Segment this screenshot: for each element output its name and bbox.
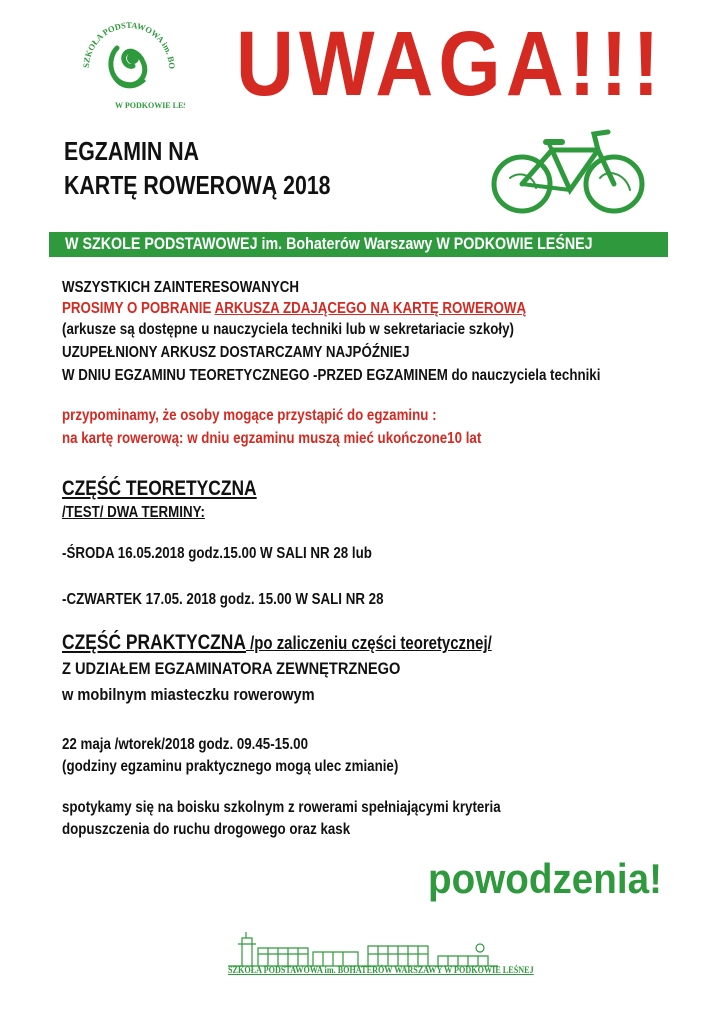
theory-heading: CZĘŚĆ TEORETYCZNA bbox=[62, 477, 257, 500]
school-building-icon bbox=[228, 930, 498, 970]
title-line-2: KARTĘ ROWEROWĄ 2018 bbox=[64, 170, 331, 200]
meeting-line-1: spotykamy się na boisku szkolnym z rowerami spełniającymi kryteria bbox=[62, 799, 501, 816]
bicycle-icon bbox=[490, 120, 648, 218]
practice-line-1: Z UDZIAŁEM EGZAMINATORA ZEWNĘTRZNEGO bbox=[62, 659, 401, 678]
reminder-line-1: przypominamy, że osoby mogące przystąpić do egzaminu : bbox=[62, 407, 437, 424]
practice-date: 22 maja /wtorek/2018 godz. 09.45-15.00 bbox=[62, 736, 309, 753]
intro-line-2-link: ARKUSZA ZDAJĄCEGO NA KARTĘ ROWEROWĄ bbox=[214, 300, 527, 317]
intro-line-2 bbox=[62, 301, 526, 317]
intro-line-1: WSZYSTKICH ZAINTERESOWANYCH bbox=[62, 279, 299, 296]
meeting-line-2: dopuszczenia do ruchu drogowego oraz kask bbox=[62, 821, 351, 838]
practice-heading-note: /po zaliczeniu części teoretycznej/ bbox=[245, 633, 492, 653]
school-banner bbox=[49, 232, 668, 257]
practice-heading-title: CZĘŚĆ PRAKTYCZNA bbox=[62, 631, 246, 654]
practice-date-note: (godziny egzaminu praktycznego mogą ulec zmianie) bbox=[62, 758, 399, 775]
title-line-1: EGZAMIN NA bbox=[64, 136, 200, 166]
theory-date-1: -ŚRODA 16.05.2018 godz.15.00 W SALI NR 28 lub bbox=[62, 545, 372, 562]
intro-line-4: UZUPEŁNIONY ARKUSZ DOSTARCZAMY NAJPÓŹNIEJ bbox=[62, 344, 410, 361]
banner-text: W SZKOLE PODSTAWOWEJ im. Bohaterów Warszawy W PODKOWIE LEŚNEJ bbox=[65, 234, 593, 253]
warning-headline: UWAGA!!! bbox=[236, 13, 665, 115]
practice-line-2: w mobilnym miasteczku rowerowym bbox=[62, 685, 315, 704]
theory-date-2: -CZWARTEK 17.05. 2018 godz. 15.00 W SALI NR 28 bbox=[62, 591, 384, 608]
practice-heading bbox=[62, 632, 492, 653]
good-luck-text: powodzenia! bbox=[428, 855, 662, 902]
intro-line-5: W DNIU EGZAMINU TEORETYCZNEGO -PRZED EGZAMINEM do nauczyciela techniki bbox=[62, 367, 601, 384]
school-logo-icon bbox=[75, 18, 185, 118]
intro-line-2-prefix: PROSIMY O POBRANIE bbox=[62, 300, 215, 317]
theory-subheading: /TEST/ DWA TERMINY: bbox=[62, 504, 205, 521]
logo-bottom-text: W PODKOWIE LE bbox=[115, 101, 184, 110]
footer-text: SZKOŁA PODSTAWOWA im. BOHATERÓW WARSZAWY W PODKOWIE LEŚNEJ bbox=[228, 966, 534, 976]
logo-ring-text: SZKOŁA PODSTAWOWA im. BO bbox=[80, 19, 178, 70]
reminder-line-2: na kartę rowerową: w dniu egzaminu muszą mieć ukończone10 lat bbox=[62, 430, 482, 447]
intro-line-3: (arkusze są dostępne u nauczyciela techniki lub w sekretariacie szkoły) bbox=[62, 321, 514, 338]
